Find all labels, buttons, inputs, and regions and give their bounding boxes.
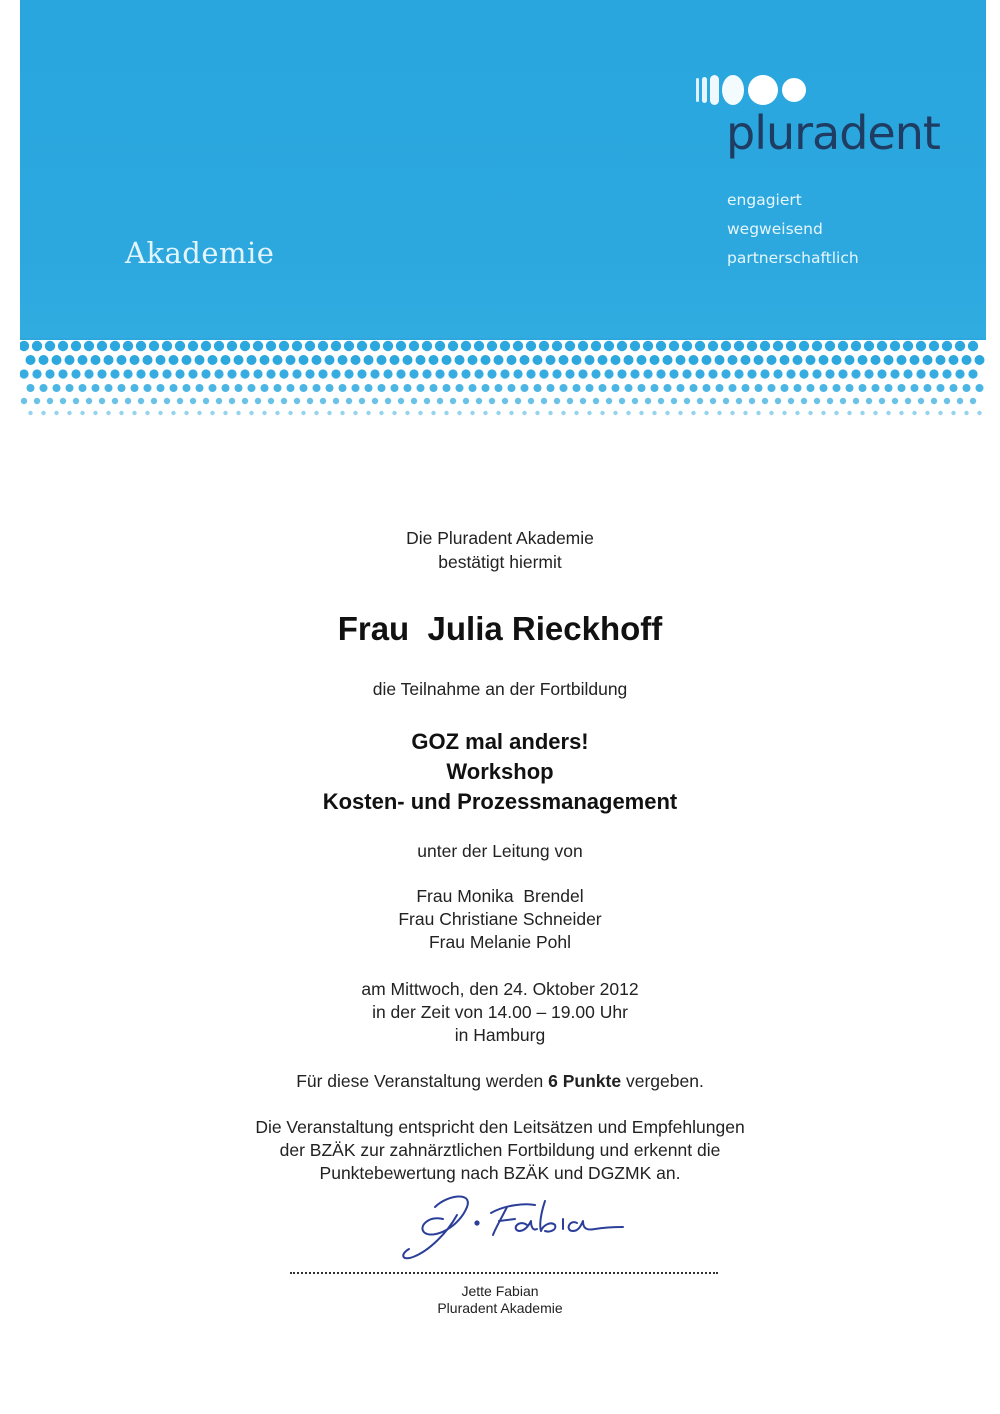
dot-pattern <box>20 338 986 420</box>
time-line: in der Zeit von 14.00 – 19.00 Uhr <box>372 1002 628 1022</box>
akademie-label: Akademie <box>125 236 275 270</box>
course-title-1: GOZ mal anders! <box>411 729 589 754</box>
location-line: in Hamburg <box>454 1025 546 1045</box>
date-line: am Mittwoch, den 24. Oktober 2012 <box>361 979 639 999</box>
tagline-3: partnerschaftlich <box>727 249 859 267</box>
logo-dots-icon <box>696 72 806 108</box>
points-value: 6 Punkte <box>548 1071 622 1091</box>
guidelines-line-3: Punktebewertung nach BZÄK und DGZMK an. <box>319 1163 681 1183</box>
course-title-3: Kosten- und Prozessmanagement <box>322 789 678 814</box>
points-line <box>0 1070 1000 1092</box>
tagline-2: wegweisend <box>727 220 823 238</box>
guidelines-line-2: der BZÄK zur zahnärztlichen Fortbildung und erkennt die <box>279 1140 721 1160</box>
instructor-1: Frau Monika Brendel <box>416 886 584 906</box>
signer-org: Pluradent Akademie <box>437 1300 563 1316</box>
handwritten-signature <box>395 1185 625 1265</box>
points-suffix: vergeben. <box>621 1071 704 1091</box>
recipient-name: Frau Julia Rieckhoff <box>337 610 663 647</box>
instructor-3: Frau Melanie Pohl <box>428 932 572 952</box>
leadership-text: unter der Leitung von <box>417 841 583 861</box>
signature-dotted-line <box>290 1272 718 1274</box>
header-band <box>20 0 986 420</box>
guidelines-line-1: Die Veranstaltung entspricht den Leitsätzen und Empfehlungen <box>255 1117 745 1137</box>
instructor-2: Frau Christiane Schneider <box>398 909 602 929</box>
brand-logo: pluradent <box>726 106 940 160</box>
intro-line-2: bestätigt hiermit <box>438 552 562 572</box>
taglines <box>727 186 859 273</box>
participation-text: die Teilnahme an der Fortbildung <box>372 679 628 699</box>
tagline-1: engagiert <box>727 191 802 209</box>
points-prefix: Für diese Veranstaltung werden <box>296 1071 549 1091</box>
intro-line-1: Die Pluradent Akademie <box>406 528 594 548</box>
signer-name: Jette Fabian <box>461 1283 539 1299</box>
course-title-2: Workshop <box>446 759 554 784</box>
